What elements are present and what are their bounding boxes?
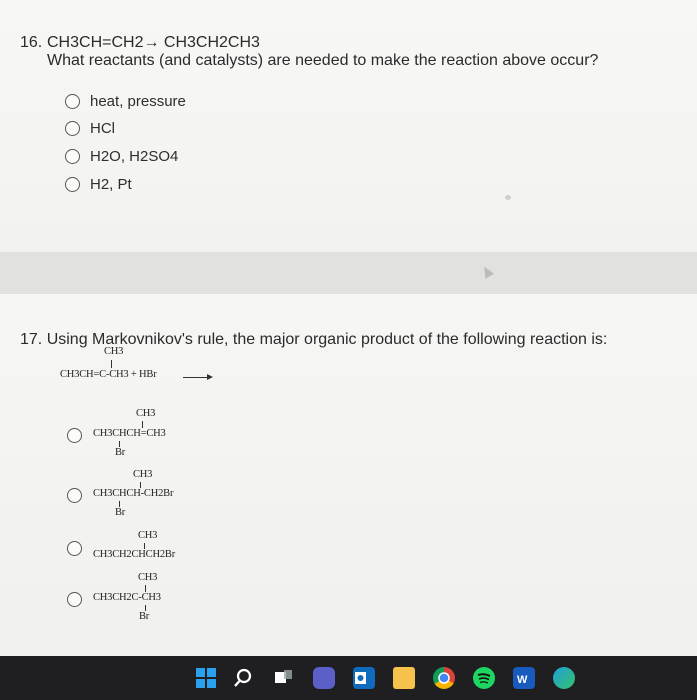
chrome-icon[interactable] bbox=[433, 667, 455, 689]
option-label: heat, pressure bbox=[90, 93, 186, 110]
radio-button[interactable] bbox=[67, 592, 82, 607]
question-prompt: What reactants (and catalysts) are needed to make the reaction above occur? bbox=[47, 52, 599, 69]
radio-button[interactable] bbox=[67, 488, 82, 503]
reaction-substituent: CH3 bbox=[104, 346, 124, 357]
radio-button[interactable] bbox=[65, 177, 80, 192]
outlook-icon[interactable] bbox=[353, 667, 375, 689]
option-b-substituent: CH3 bbox=[133, 469, 153, 480]
option-b-formula: CH3CHCH-CH2Br bbox=[93, 488, 174, 499]
edge-icon[interactable] bbox=[553, 667, 575, 689]
question-number: 16. bbox=[20, 34, 43, 51]
radio-button[interactable] bbox=[67, 541, 82, 556]
option-heat-pressure[interactable] bbox=[65, 93, 186, 110]
word-icon[interactable] bbox=[513, 667, 535, 689]
svg-text:W: W bbox=[517, 674, 528, 686]
spotify-icon[interactable] bbox=[473, 667, 495, 689]
radio-button[interactable] bbox=[67, 428, 82, 443]
option-h2-pt[interactable] bbox=[65, 176, 132, 193]
reaction-arrow-icon bbox=[183, 377, 209, 378]
option-b-bromine: Br bbox=[115, 507, 126, 518]
bond-line bbox=[142, 421, 143, 428]
option-label: H2O, H2SO4 bbox=[90, 148, 179, 165]
option-d-substituent: CH3 bbox=[138, 572, 158, 583]
option-c-formula: CH3CH2CHCH2Br bbox=[93, 549, 175, 560]
option-hcl[interactable] bbox=[65, 120, 115, 137]
option-a-bromine: Br bbox=[115, 447, 126, 458]
search-icon[interactable] bbox=[232, 667, 254, 689]
option-d-bromine: Br bbox=[139, 611, 150, 622]
option-label: H2, Pt bbox=[90, 176, 132, 193]
option-a-formula: CH3CHCH=CH3 bbox=[93, 428, 166, 439]
teams-icon[interactable] bbox=[313, 667, 335, 689]
option-a-substituent: CH3 bbox=[136, 408, 156, 419]
radio-button[interactable] bbox=[65, 149, 80, 164]
file-explorer-icon[interactable] bbox=[393, 667, 415, 689]
option-d-formula: CH3CH2C-CH3 bbox=[93, 592, 161, 603]
radio-button[interactable] bbox=[65, 121, 80, 136]
windows-taskbar bbox=[0, 656, 697, 700]
option-label: HCl bbox=[90, 120, 115, 137]
question-equation: CH3CH=CH2→ CH3CH2CH3 bbox=[47, 34, 260, 51]
task-view-icon[interactable] bbox=[272, 667, 294, 689]
bond-line bbox=[111, 360, 112, 368]
screen-smudge bbox=[505, 195, 511, 200]
option-h2o-h2so4[interactable] bbox=[65, 148, 178, 165]
card-separator bbox=[0, 252, 697, 294]
windows-start-icon[interactable] bbox=[196, 668, 216, 688]
option-c-substituent: CH3 bbox=[138, 530, 158, 541]
reaction-formula: CH3CH=C-CH3 + HBr bbox=[60, 369, 157, 380]
radio-button[interactable] bbox=[65, 94, 80, 109]
question-17-prompt: 17. Using Markovnikov's rule, the major organic product of the following reaction is: bbox=[20, 331, 608, 348]
bond-line bbox=[145, 585, 146, 592]
